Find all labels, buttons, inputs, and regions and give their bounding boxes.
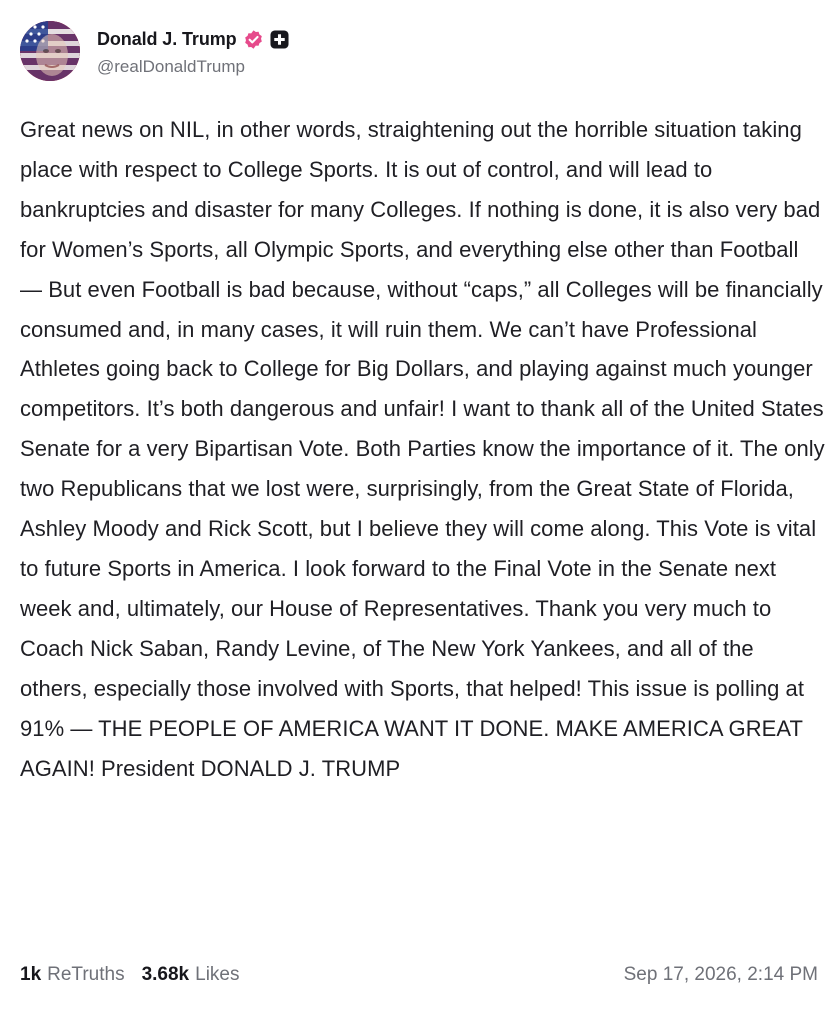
avatar[interactable] bbox=[20, 21, 80, 81]
verified-badge-icon bbox=[243, 29, 264, 50]
retruths-stat[interactable] bbox=[20, 964, 125, 986]
author-display-name[interactable]: Donald J. Trump bbox=[97, 29, 237, 49]
author-identity bbox=[97, 26, 289, 77]
post-footer bbox=[20, 956, 818, 994]
likes-label: Likes bbox=[195, 964, 240, 985]
retruths-count: 1k bbox=[20, 964, 42, 985]
post-timestamp[interactable]: Sep 17, 2026, 2:14 PM bbox=[623, 964, 818, 985]
retruths-label: ReTruths bbox=[47, 964, 125, 985]
author-name-row bbox=[97, 26, 289, 54]
likes-stat[interactable] bbox=[142, 964, 240, 986]
avatar-image bbox=[20, 21, 80, 81]
likes-count: 3.68k bbox=[141, 964, 190, 985]
author-handle[interactable]: @realDonaldTrump bbox=[97, 56, 245, 76]
plus-badge-icon bbox=[270, 30, 289, 49]
post-body-text: Great news on NIL, in other words, straightening out the horrible situation taking place with respect to College Sports. It is out of control, and will lead to bankruptcies and disaster for many Colleges. If nothing is done, it is also very bad for Women’s Sports, all Olympic Sports, and everything else other than Football — But even Football is bad because, without “caps,” all Colleges will be financially consumed and, in many cases, it will ruin them. We can’t have Professional Athletes going back to College for Big Dollars, and playing against much younger competitors. It’s both dangerous and unfair! I want to thank all of the United States Senate for a very Bipartisan Vote. Both Parties know the importance of it. The only two Republicans that we lost were, surprisingly, from the Great State of Florida, Ashley Moody and Rick Scott, but I believe they will come along. This Vote is vital to future Sports in America. I look forward to the Final Vote in the Senate next week and, ultimately, our House of Representatives. Thank you very much to Coach Nick Saban, Randy Levine, of The New York Yankees, and all of the others, especially those involved with Sports, that helped! This issue is polling at 91% — THE PEOPLE OF AMERICA WANT IT DONE. MAKE AMERICA GREAT AGAIN! President DONALD J. TRUMP bbox=[20, 117, 825, 781]
post-header bbox=[20, 20, 289, 82]
